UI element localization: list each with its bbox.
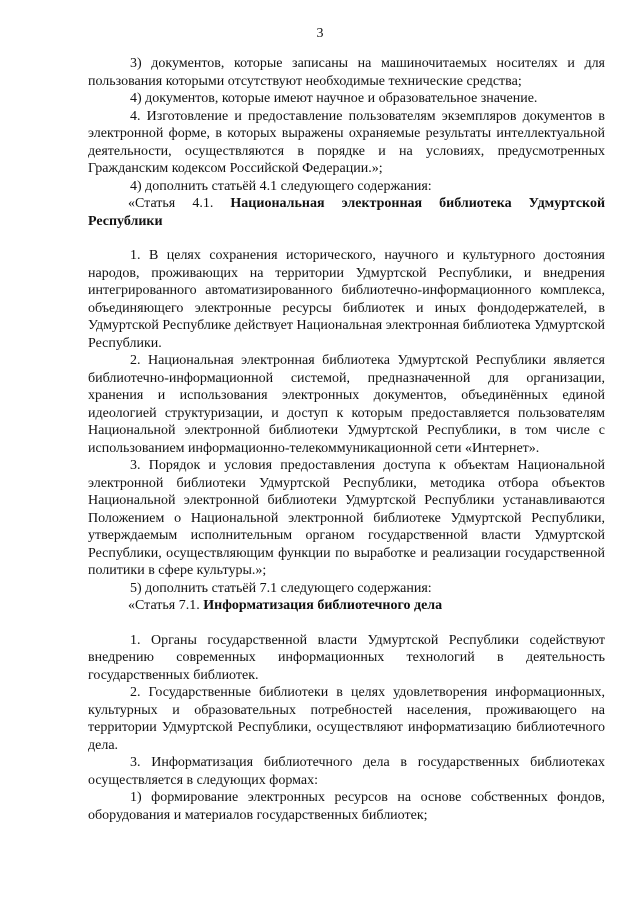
article-4-1-title: Национальная электронная библиотека Удмуртской Республики <box>88 196 606 229</box>
article-7-1-heading <box>88 597 605 615</box>
page-number: 3 <box>316 26 324 41</box>
article-4-1-part-1: 1. В целях сохранения исторического, научного и культурного достояния народов, проживающих на территории Удмуртской Республики, и внедрения интегрированного автоматизированного библиотечно-информационного комплекса, объединяющего электронные ресурсы библиотек и иных фондодержателей, в Удмуртской Республике действует Национальная электронная библиотека Удмуртской Республики. <box>88 248 605 351</box>
article-7-1-part-3: 3. Информатизация библиотечного дела в государственных библиотеках осуществляется в следующих формах: <box>88 755 605 788</box>
document-body <box>88 55 605 824</box>
paragraph-item-4: 4) документов, которые имеют научное и образовательное значение. <box>130 91 538 106</box>
paragraph-amendment-5: 5) дополнить статьёй 7.1 следующего содержания: <box>130 580 432 596</box>
article-7-1-part-1: 1. Органы государственной власти Удмуртской Республики содействуют внедрению современных информационных технологий в деятельность государственных библиотек. <box>88 632 605 683</box>
article-4-1-prefix: «Статья 4.1. <box>128 196 214 211</box>
article-7-1-part-3-item-1: 1) формирование электронных ресурсов на основе собственных фондов, оборудования и материалов государственных библиотек; <box>88 790 605 823</box>
paragraph-part-4: 4. Изготовление и предоставление пользователям экземпляров документов в электронной форме, в которых выражены охраняемые результаты интеллектуальной деятельности, осуществляются в порядке и на условиях, предусмотренных Гражданским кодексом Российской Федерации.»; <box>88 108 605 176</box>
article-4-1-heading <box>88 195 605 230</box>
article-7-1-title: Информатизация библиотечного дела <box>203 598 443 613</box>
article-7-1-prefix: «Статья 7.1. <box>128 598 200 613</box>
article-4-1-part-3: 3. Порядок и условия предоставления доступа к объектам Национальной электронной библиотеки Удмуртской Республики, методика отбора объектов Национальной электронной библиотеки Удмуртской Республики устанавливаются Положением о Национальной электронной библиотеке Удмуртской Республики, утверждаемым исполнительным органом государственной власти Удмуртской Республики, осуществляющим функции по выработке и реализации государственной политики в сфере культуры.»; <box>88 458 605 578</box>
paragraph-item-3: 3) документов, которые записаны на машиночитаемых носителях и для пользования которыми отсутствуют необходимые технические средства; <box>88 56 605 89</box>
article-4-1-part-2: 2. Национальная электронная библиотека Удмуртской Республики является библиотечно-информационной системой, предназначенной для организации, хранения и использования электронных документов, объединённых единой идеологией структуризации, и доступ к которым предоставляется пользователям Национальной электронной библиотеки Удмуртской Республики, в том числе с использованием информационно-телекоммуникационной сети «Интернет». <box>88 353 605 456</box>
paragraph-amendment-4: 4) дополнить статьёй 4.1 следующего содержания: <box>130 178 432 194</box>
article-7-1-part-2: 2. Государственные библиотеки в целях удовлетворения информационных, культурных и образовательных потребностей населения, проживающего на территории Удмуртской Республики, осуществляют информатизацию библиотечного дела. <box>88 685 605 753</box>
